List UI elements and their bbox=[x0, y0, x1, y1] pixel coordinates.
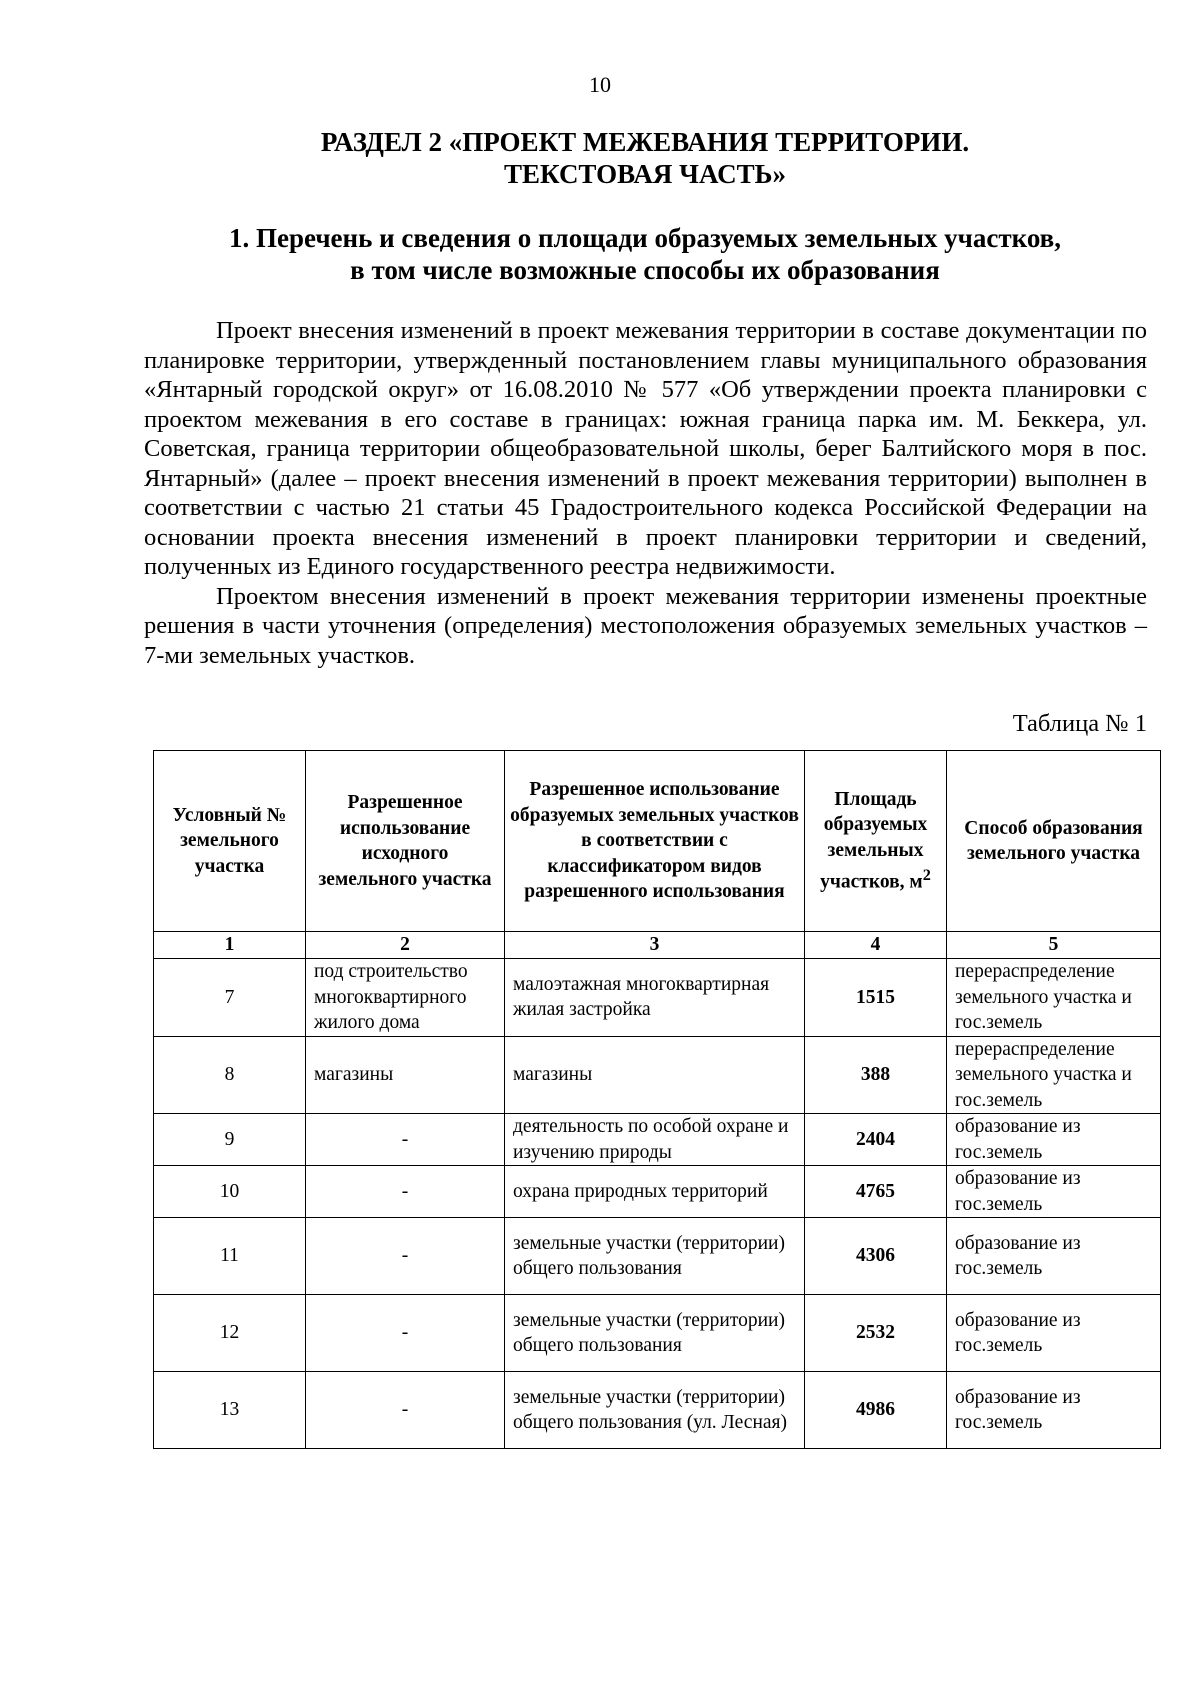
column-number: 5 bbox=[947, 932, 1161, 959]
land-plots-table bbox=[153, 750, 1161, 1449]
subsection-title-line-1: 1. Перечень и сведения о площади образуемых земельных участков, bbox=[229, 223, 1061, 253]
permitted-use: малоэтажная многоквартирная жилая застройка bbox=[505, 959, 805, 1037]
original-use: - bbox=[306, 1295, 505, 1372]
original-use: магазины bbox=[306, 1036, 505, 1114]
plot-number: 11 bbox=[154, 1218, 306, 1295]
table-row bbox=[154, 1114, 1161, 1166]
header-permitted-use: Разрешенное использование образуемых земельных участков в соответствии с классификатором видов разрешенного использования bbox=[505, 751, 805, 932]
header-original-use: Разрешенное использование исходного земельного участка bbox=[306, 751, 505, 932]
plot-area: 4986 bbox=[805, 1372, 947, 1449]
original-use: - bbox=[306, 1218, 505, 1295]
table-row bbox=[154, 1166, 1161, 1218]
column-number: 4 bbox=[805, 932, 947, 959]
column-number: 2 bbox=[306, 932, 505, 959]
plot-number: 7 bbox=[154, 959, 306, 1037]
subsection-title-line-2: в том числе возможные способы их образования bbox=[350, 255, 940, 285]
area-unit-superscript: 2 bbox=[922, 866, 931, 885]
column-number: 1 bbox=[154, 932, 306, 959]
header-plot-number: Условный № земельного участка bbox=[154, 751, 306, 932]
column-number-row bbox=[154, 932, 1161, 959]
plot-area: 2404 bbox=[805, 1114, 947, 1166]
original-use: - bbox=[306, 1114, 505, 1166]
column-number: 3 bbox=[505, 932, 805, 959]
formation-method: образование из гос.земель bbox=[947, 1114, 1161, 1166]
permitted-use: деятельность по особой охране и изучению природы bbox=[505, 1114, 805, 1166]
plot-number: 8 bbox=[154, 1036, 306, 1114]
header-area bbox=[805, 751, 947, 932]
permitted-use: земельные участки (территории) общего пользования (ул. Лесная) bbox=[505, 1372, 805, 1449]
table-caption: Таблица № 1 bbox=[1012, 710, 1147, 737]
table-row bbox=[154, 959, 1161, 1037]
subsection-title bbox=[0, 222, 1200, 286]
plot-number: 10 bbox=[154, 1166, 306, 1218]
section-title-line-2: ТЕКСТОВАЯ ЧАСТЬ» bbox=[504, 159, 786, 189]
table-header-row bbox=[154, 751, 1161, 932]
permitted-use: охрана природных территорий bbox=[505, 1166, 805, 1218]
plot-number: 12 bbox=[154, 1295, 306, 1372]
formation-method: образование из гос.земель bbox=[947, 1218, 1161, 1295]
plot-area: 4765 bbox=[805, 1166, 947, 1218]
table-row bbox=[154, 1295, 1161, 1372]
original-use: - bbox=[306, 1372, 505, 1449]
plot-area: 388 bbox=[805, 1036, 947, 1114]
formation-method: перераспределение земельного участка и гос.земель bbox=[947, 1036, 1161, 1114]
table-row bbox=[154, 1372, 1161, 1449]
formation-method: образование из гос.земель bbox=[947, 1295, 1161, 1372]
original-use: под строительство многоквартирного жилого дома bbox=[306, 959, 505, 1037]
header-area-label: Площадь образуемых земельных участков, м bbox=[820, 788, 928, 893]
plot-area: 2532 bbox=[805, 1295, 947, 1372]
table-row bbox=[154, 1036, 1161, 1114]
section-title-line-1: РАЗДЕЛ 2 «ПРОЕКТ МЕЖЕВАНИЯ ТЕРРИТОРИИ. bbox=[320, 127, 970, 157]
permitted-use: земельные участки (территории) общего пользования bbox=[505, 1218, 805, 1295]
header-formation-method: Способ образования земельного участка bbox=[947, 751, 1161, 932]
section-title bbox=[0, 126, 1200, 190]
permitted-use: магазины bbox=[505, 1036, 805, 1114]
formation-method: образование из гос.земель bbox=[947, 1372, 1161, 1449]
permitted-use: земельные участки (территории) общего пользования bbox=[505, 1295, 805, 1372]
original-use: - bbox=[306, 1166, 505, 1218]
page-number: 10 bbox=[589, 72, 611, 97]
plot-number: 13 bbox=[154, 1372, 306, 1449]
plot-area: 4306 bbox=[805, 1218, 947, 1295]
table-row bbox=[154, 1218, 1161, 1295]
plot-area: 1515 bbox=[805, 959, 947, 1037]
paragraph: Проектом внесения изменений в проект межевания территории изменены проектные решения в части уточнения (определения) местоположения образуемых земельных участков – 7-ми земельных участков. bbox=[144, 582, 1147, 669]
plot-number: 9 bbox=[154, 1114, 306, 1166]
paragraph: Проект внесения изменений в проект межевания территории в составе документации по планировке территории, утвержденный постановлением главы муниципального образования «Янтарный городской округ» от 16.08.2010 № 577 «Об утверждении проекта планировки с проектом межевания в его составе в границах: южная граница парка им. М. Беккера, ул. Советская, граница территории общеобразовательной школы, берег Балтийского моря в пос. Янтарный» (далее – проект внесения изменений в проект межевания территории) выполнен в соответствии с частью 21 статьи 45 Градостроительного кодекса Российской Федерации на основании проекта внесения изменений в проект планировки территории и сведений, полученных из Единого государственного реестра недвижимости. bbox=[144, 317, 1147, 580]
formation-method: перераспределение земельного участка и гос.земель bbox=[947, 959, 1161, 1037]
formation-method: образование из гос.земель bbox=[947, 1166, 1161, 1218]
body-text bbox=[144, 316, 1147, 670]
